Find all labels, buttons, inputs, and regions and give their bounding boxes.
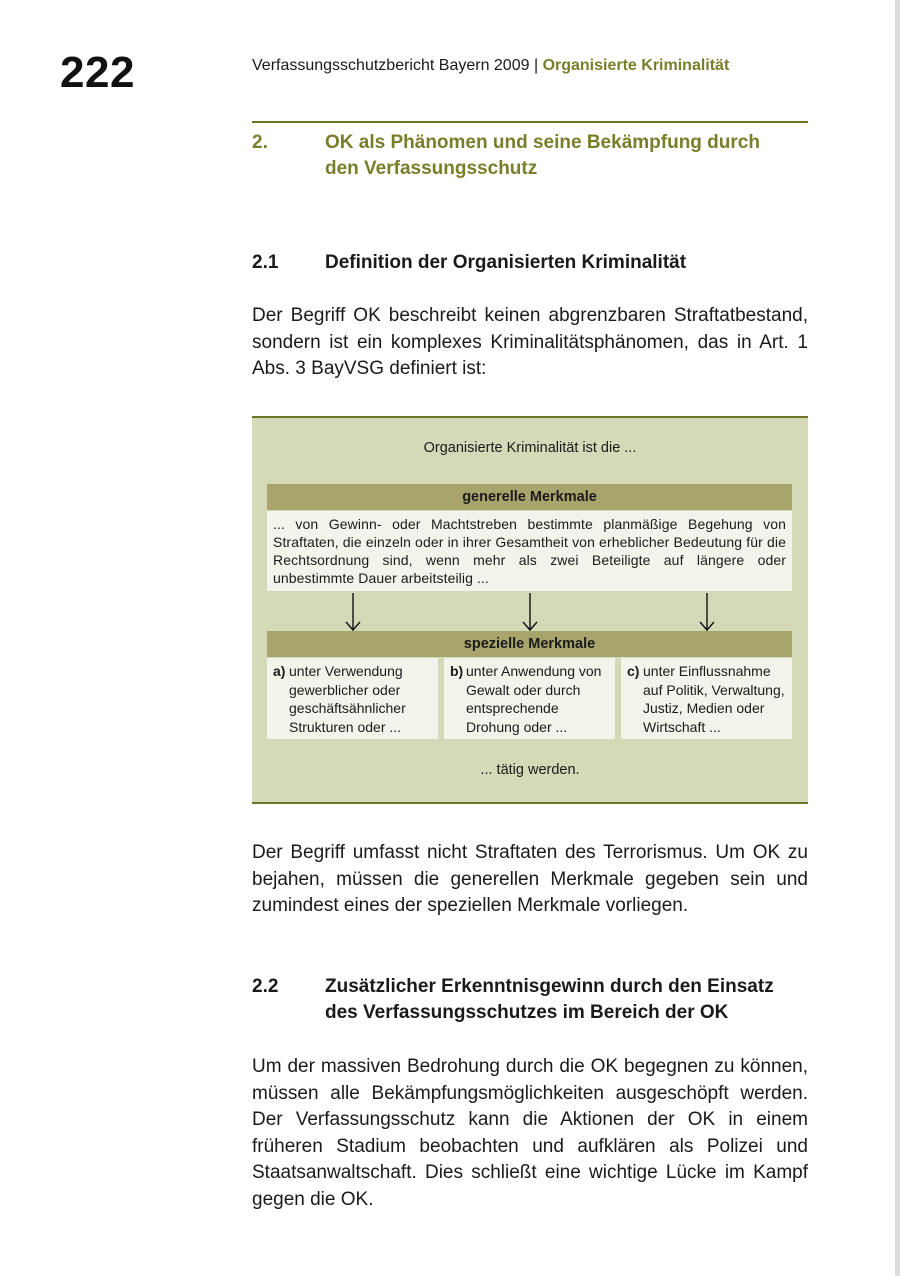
page-number: 222	[60, 48, 135, 97]
knowledge-gain-paragraph: Um der massiven Bedrohung durch die OK begegnen zu können, müssen alle Bekämpfungsmöglichkeiten ausgeschöpft werden. Der Verfassungsschutz kann die Aktionen der OK in einem früheren Stadium beobachten und aufklären als Polizei und Staatsanwaltschaft. Dies schließt eine wichtige Lücke im Kampf gegen die OK.	[252, 1056, 808, 1210]
section-divider	[252, 121, 808, 123]
running-header	[252, 57, 729, 75]
section-heading-2	[252, 130, 808, 182]
subsection-title: Zusätzlicher Erkenntnisgewinn durch den Einsatz des Verfassungsschutzes im Bereich der OK	[325, 976, 774, 1023]
arrow-down-icon	[523, 593, 537, 630]
header-publication: Verfassungsschutzbericht Bayern 2009 |	[252, 57, 539, 74]
page-edge-rule	[895, 0, 900, 1276]
subsection-heading-2-2	[252, 974, 808, 1026]
special-feature-text: unter Anwendung von Gewalt oder durch entsprechende Drohung oder ...	[466, 663, 602, 735]
section-title: OK als Phänomen und seine Bekämpfung durch den Verfassungsschutz	[325, 132, 760, 179]
arrow-down-icon	[700, 593, 714, 630]
subsection-number: 2.1	[252, 252, 279, 273]
special-feature-text: unter Einflussnahme auf Politik, Verwaltung, Justiz, Medien oder Wirtschaft ...	[643, 663, 785, 735]
subsection-number: 2.2	[252, 976, 279, 997]
subsection-heading-2-1	[252, 250, 808, 276]
definition-intro: Organisierte Kriminalität ist die ...	[423, 440, 637, 456]
special-feature-a	[267, 658, 438, 739]
special-features-heading: spezielle Merkmale	[267, 631, 792, 657]
general-features-heading: generelle Merkmale	[267, 484, 792, 510]
definition-intro-paragraph: Der Begriff OK beschreibt keinen abgrenzbaren Straftatbestand, sondern ist ein komplexes Kriminalitätsphänomen, das in Art. 1 Abs. 3 BayVSG definiert ist:	[252, 305, 808, 379]
arrows-graphic	[252, 591, 808, 633]
section-number: 2.	[252, 132, 268, 153]
definition-box	[252, 416, 808, 804]
special-feature-c	[621, 658, 792, 739]
terrorism-note-paragraph: Der Begriff umfasst nicht Straftaten des Terrorismus. Um OK zu bejahen, müssen die generellen Merkmale gegeben sein und zumindest eines der speziellen Merkmale vorliegen.	[252, 842, 808, 916]
definition-outro: ... tätig werden.	[480, 762, 580, 778]
special-feature-label: c)	[627, 663, 640, 679]
header-section: Organisierte Kriminalität	[542, 57, 730, 74]
general-features-text: ... von Gewinn- oder Machtstreben bestimmte planmäßige Begehung von Straftaten, die einzeln oder in ihrer Gesamtheit von erheblicher Bedeutung für die Rechtsordnung sind, wenn mehr als zwei Beteiligte auf längere oder unbestimmte Dauer arbeitsteilig ...	[267, 511, 792, 591]
arrow-down-icon	[346, 593, 360, 630]
subsection-title: Definition der Organisierten Kriminalität	[325, 252, 687, 273]
special-feature-b	[444, 658, 615, 739]
special-feature-label: a)	[273, 663, 286, 679]
special-feature-text: unter Verwendung gewerblicher oder geschäftsähnlicher Strukturen oder ...	[289, 663, 406, 735]
special-feature-label: b)	[450, 663, 464, 679]
